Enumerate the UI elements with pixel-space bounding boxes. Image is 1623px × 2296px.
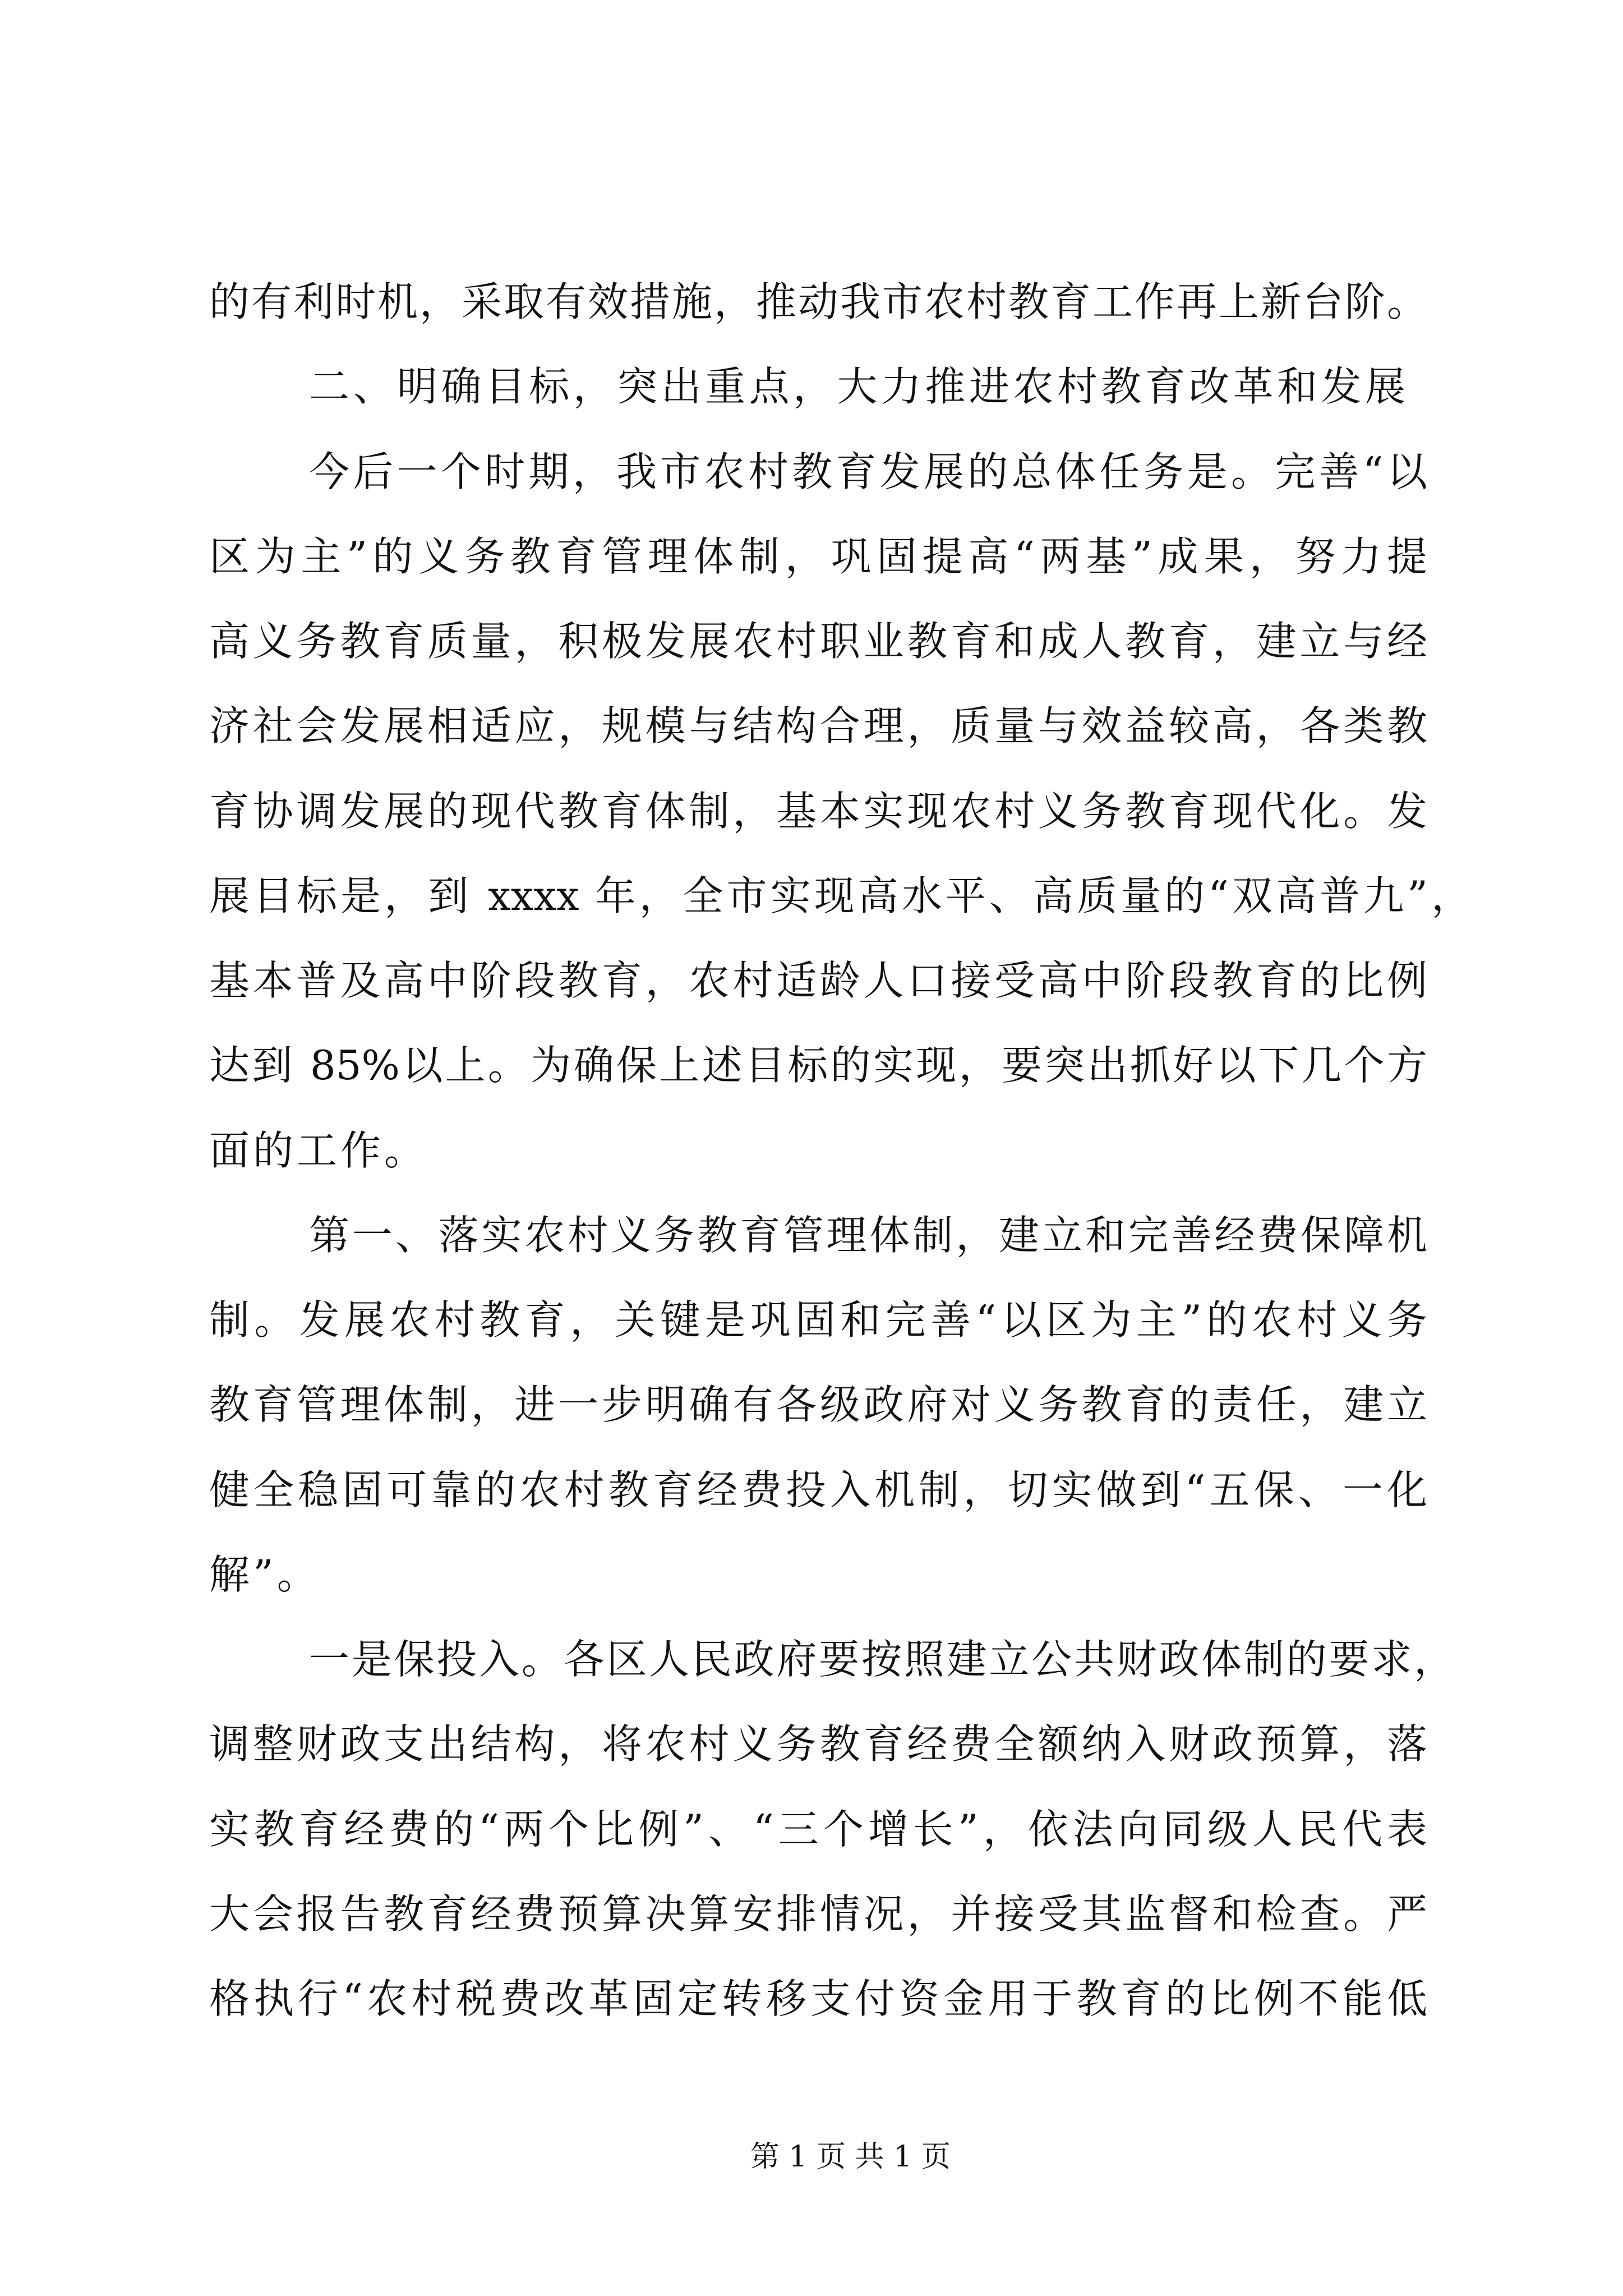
text-line: 一是保投入。各区人民政府要按照建立公共财政体制的要求， xyxy=(309,1636,1454,1683)
text-line: 实教育经费的“两个比例”、“三个增长”，依法向同级人民代表 xyxy=(209,1805,1427,1853)
paragraph-overall-task xyxy=(209,430,1477,1193)
text-line: 第一、落实农村义务教育管理体制，建立和完善经费保障机 xyxy=(309,1211,1427,1259)
section-heading xyxy=(209,344,1477,429)
text-line: 今后一个时期，我市农村教育发展的总体任务是。完善“以 xyxy=(309,448,1427,495)
text-line: 济社会发展相适应，规模与结构合理，质量与效益较高，各类教 xyxy=(209,702,1427,750)
paragraph-continuation xyxy=(209,260,1477,344)
page-number-footer: 第 1 页 共 1 页 xyxy=(750,2140,951,2174)
document-body xyxy=(209,260,1477,2041)
text-line: 基本普及高中阶段教育，农村适龄人口接受高中阶段教育的比例 xyxy=(209,957,1427,1004)
text-line: 高义务教育质量，积极发展农村职业教育和成人教育，建立与经 xyxy=(209,618,1427,665)
paragraph-funding-input xyxy=(209,1617,1477,2041)
text-line: 格执行“农村税费改革固定转移支付资金用于教育的比例不能低 xyxy=(209,1975,1427,2022)
text-line: 制。发展农村教育，关键是巩固和完善“以区为主”的农村义务 xyxy=(209,1296,1427,1343)
text-line: 的有利时机，采取有效措施，推动我市农村教育工作再上新台阶。 xyxy=(209,278,1427,325)
text-line: 面的工作。 xyxy=(209,1126,428,1174)
text-line: 健全稳固可靠的农村教育经费投入机制，切实做到“五保、一化 xyxy=(209,1466,1427,1513)
heading-line: 二、明确目标，突出重点，大力推进农村教育改革和发展 xyxy=(309,363,1405,411)
text-line: 达到 85%以上。为确保上述目标的实现，要突出抓好以下几个方 xyxy=(209,1042,1427,1089)
text-line: 大会报告教育经费预算决算安排情况，并接受其监督和检查。严 xyxy=(209,1890,1427,1938)
text-line: 育协调发展的现代教育体制，基本实现农村义务教育现代化。发 xyxy=(209,787,1427,835)
text-line: 区为主”的义务教育管理体制，巩固提高“两基”成果，努力提 xyxy=(209,532,1427,580)
text-line: 展目标是，到 xxxx 年，全市实现高水平、高质量的“双高普九”， xyxy=(209,872,1472,919)
paragraph-first-point xyxy=(209,1193,1477,1617)
text-line: 教育管理体制，进一步明确有各级政府对义务教育的责任，建立 xyxy=(209,1381,1427,1429)
text-line: 解”。 xyxy=(209,1550,321,1598)
text-line: 调整财政支出结构，将农村义务教育经费全额纳入财政预算，落 xyxy=(209,1720,1427,1768)
